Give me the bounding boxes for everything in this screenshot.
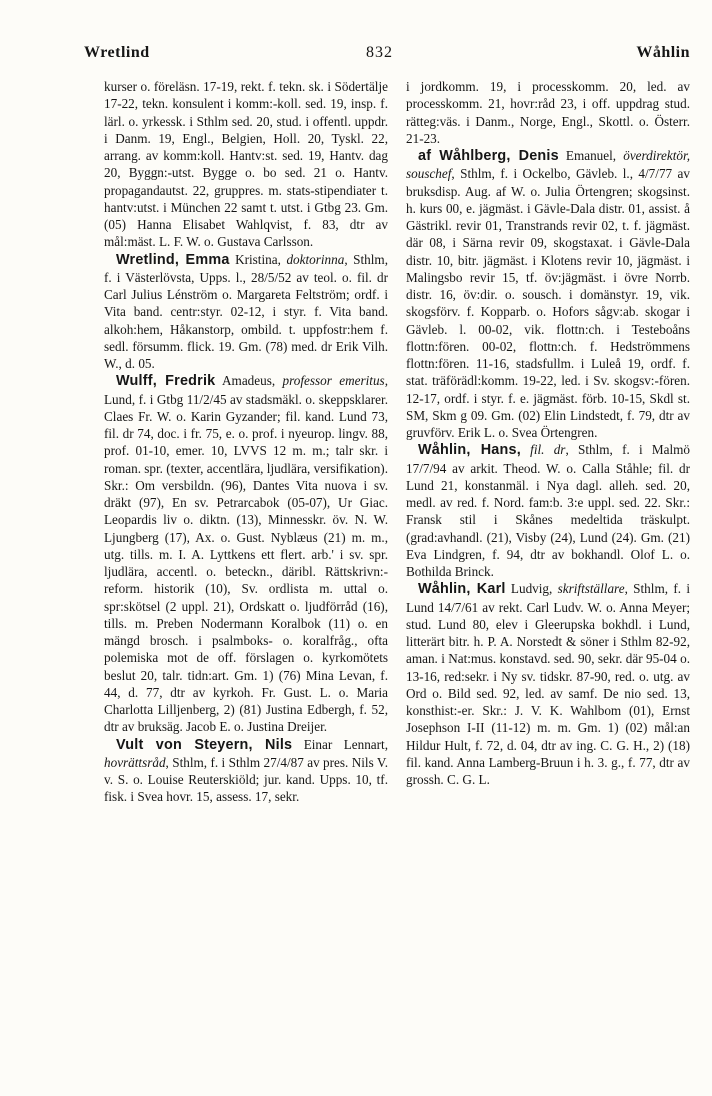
entry-title: hovrättsråd: [104, 754, 166, 770]
entry-given-names: Emanuel,: [558, 148, 624, 163]
entry-given-names: Einar Lennart,: [292, 736, 388, 752]
entry-continuation: [104, 78, 388, 251]
entry-name: Vult von Steyern, Nils: [116, 736, 293, 753]
entry-given-names: Kristina,: [229, 251, 287, 267]
entry-text: , Sthlm, f. i Malmö 17/7/94 av arkit. Theod. W. o. Calla Ståhle; fil. dr Lund 21, konstanmäl. i Nya dagl. alleh. sed. 20, medl. av red. f. Nord. fam:b. 3:e uppl. sed. 22. Skr.: Fransk stil i Skånes medeltida träskulpt. (grad:avhandl. (21), Visby (24), Lund (24). Gm. (21) Eva Lindgren, f. 94, dtr av bokhandl. Olof L. o. Bothilda Brinck.: [406, 442, 691, 579]
entry-text: , Sthlm, f. i Västerlövsta, Upps. l., 28/5/52 av teol. o. fil. dr Carl Julius Lénström o. Margareta Feltström; ordf. i Vita band. centr:styr. 02-12, i styr. f. Vita band. alkoh:hem, Håkanstorp, ombild. t. uppfostr:hem f. sedl. försumm. flick. 19. Gm. (78) med. dr Erik Vilh. W., d. 05.: [104, 251, 388, 371]
entry-text: , Sthlm, f. i Lund 14/7/61 av rekt. Carl Ludv. W. o. Anna Meyer; stud. Lund 80, elev i Gleerupska bokhdl. i Lund, litterärt bitr. h. P. A. Norstedt & söner i Sthlm 82-92, aman. i Nat:mus. konstavd. sed. 90, sekr. där 95-04 o. 13-16, red:sekr. i Ny sv. tidskr. 87-90, red. o. utg. av Ord o. Bild sed. 92, led. av samf. De nio sed. 13, konsthist:-er. Skr.: J. V. K. Wahlbom (01), Ernst Josephson I-II (11-12) m. m. Gm. 1) (02) mål:an Hildur Hult, f. 72, d. 04, dtr av ing. C. G. H., 2) (18) fil. kand. Anna Lamberg-Bruun i h. 3. g., f. 77, dtr av grossh. C. G. L.: [406, 581, 690, 787]
entry-wretlind-emma: [104, 251, 388, 373]
entry-title: skriftställare: [557, 581, 625, 597]
entry-wahlin-karl: [406, 580, 690, 788]
entry-text: kurser o. föreläsn. 17-19, rekt. f. tekn. sk. i Södertälje 17-22, tekn. konsulent i komm:-koll. sed. 19, insp. f. lärl. o. yrkessk. i Sthlm sed. 20, stud. i offentl. uppdr. i Danm. 19, Engl., Belgien, Holl. 20, Tyskl. 22, arrang. av komm:koll. Hantv:st. sed. 19, Hantv. dag 20, Byggn:-utst. Bygge o. bo sed. 21 o. Hantv. propagandautst. 22, gruppres. m. stats-stipendiater t. hantv:utst. i München 22 samt t. utst. i Gtbg 23. Gm. (05) Hanna Elisabet Wahlqvist, f. 83, dtr av mål:mäst. L. F. W. o. Gustava Carlsson.: [104, 79, 388, 250]
entry-text: i jordkomm. 19, i processkomm. 20, led. av processkomm. 21, hovr:råd 23, i off. uppdrag stud. rätteg:väs. i Danm., Norge, Engl., Skottl. o. Österr. 21-23.: [406, 79, 690, 146]
entry-wulff-fredrik: [104, 372, 388, 735]
entry-text: , Lund, f. i Gtbg 11/2/45 av stadsmäkl. o. skeppsklarer. Claes Fr. W. o. Karin Gyzander; fil. kand. Lund 73, fil. dr 74, doc. i fr. 75, e. o. prof. i nyeurop. lingv. 88, prof. 01-10, emer. 10, LVVS 12 m. m.; talr skr. i roman. spr. (texter, accentlära, ljudlära, versifikation). Skr.: Om versbildn. (96), Dantes Vita nuova i sv. dräkt (97), En sv. Petrarcabok (05-07), Ur Giac. Leopardis liv o. diktn. (13), Minnesskr. öv. N. W. Ljungberg (17), Ax. o. Gust. Nyblæus (21) m. m., utg. tills. m. I. A. Lyttkens ett flert. arb.' i sv. spr. ljudlära, accentl. o. beteckn., däribl. Rättskrivn:-reform. historik (10), Sv. ordlista m. uttal o. spr:skötsel (2 uppl. 21), Ordskatt o. ljudförråd (16), tills. m. Preben Nodermann Koralbok (11) o. en mängd brosch. i psalmboks- o. koralfråg., ofta polemiska mot de off. förslagen o. kyrkomötets beslut 20, talr. tidn:art. Gm. 1) (76) Mina Levan, f. 44, d. 77, dtr av kyrkoh. Fr. Gust. L. o. Maria Charlotta Lilljenberg, 2) (81) Justina Edbergh, f. 52, dtr av bruksäg. Jacob E. o. Justina Dreijer.: [104, 373, 388, 735]
entry-wahlin-hans: [406, 441, 690, 580]
header-right-catchword: Wåhlin: [636, 44, 690, 61]
entry-name: af Wåhlberg, Denis: [418, 148, 559, 164]
right-column: [406, 78, 690, 788]
entry-vult-von-steyern-nils: [104, 736, 388, 806]
entry-given-names: [521, 442, 530, 457]
entry-title: fil. dr: [530, 442, 566, 458]
entry-title: överdirektör, souschef: [406, 148, 690, 182]
entry-text: , Sthlm, f. i Ockelbo, Gävleb. l., 4/7/77 av bruksdisp. Aug. af W. o. Julia Örtengren; skogsinst. h. kurs 00, e. jägmäst. i Gävle-Dala distr. 01, assist. å Gästrikl. revir 01, Transtrands revir 02, t. f. jägmäst. där 08, i Särna revir 09, skogstaxat. i Gävle-Dala distr. 10, bitr. jägmäst. i Klotens revir 10, jägmäst. i Malingsbo revir 15, tf. öv:jägmäst. i övre Norrb. distr. 16, öv:dir. o. sousch. i domänstyr. 19, vik. skogsförv. f. Kopparb. o. Hofors sågv:ab. skogar i Gävleb. l. 00-02, vik. flottn:ch. i Testeboåns flottn:fören. 00-02, flottn:ch. f. Hedströmmens flottn:fören. 11-16, stadsfullm. i Luleå 19, ordf. f. stat. träförädl:komm. 19-22, led. i Sv. skogsv:-fören. 12-17, ordf. i styr. f. e. jägmäst. förb. 10-15, Skdl st. SM, Skm g 09. Gm. (02) Elin Lindstedt, f. 79, dtr av gruvförv. Erik L. o. Svea Örtengren.: [406, 166, 690, 440]
entry-title: doktorinna: [286, 251, 345, 267]
entry-af-wahlberg-denis: [406, 147, 690, 441]
page-header: [84, 44, 690, 70]
entry-text: , Sthlm, f. i Sthlm 27/4/87 av pres. Nils V. v. S. o. Louise Reuterskiöld; jur. kand. Upps. 10, tf. fisk. i Svea hovr. 15, assess. 17, sekr.: [104, 754, 388, 805]
entry-name: Wåhlin, Karl: [418, 581, 506, 598]
left-column: [104, 78, 388, 806]
page-number: 832: [366, 44, 393, 61]
entry-continuation: [406, 78, 690, 147]
header-left-catchword: Wretlind: [84, 44, 150, 61]
entry-name: Wulff, Fredrik: [116, 373, 216, 390]
entry-title: professor emeritus: [282, 373, 385, 389]
entry-given-names: Amadeus,: [215, 373, 283, 389]
entry-name: Wåhlin, Hans,: [418, 442, 521, 459]
entry-name: Wretlind, Emma: [116, 251, 230, 268]
entry-given-names: Ludvig,: [505, 581, 558, 597]
